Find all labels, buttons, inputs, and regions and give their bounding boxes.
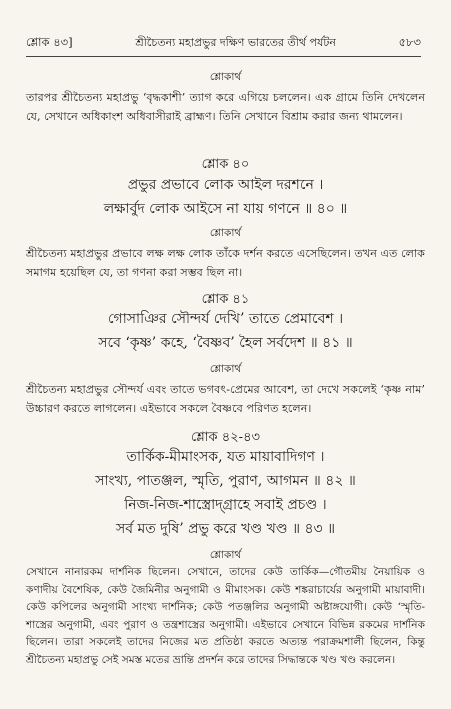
translation-label: শ্লোকার্থ (209, 363, 242, 375)
verse-line: সর্ব মত দুষি’ প্রভু করে খণ্ড খণ্ড ॥ ৪৩ ॥ (115, 521, 336, 537)
translation-paragraph: শ্রীচৈতন্য মহাপ্রভুর সৌন্দর্য এবং তাতে ভগবৎ-প্রেমের আবেশ, তা দেখে সকলেই ‘কৃষ্ণ নাম’ উচ্চারণ করতে লাগলেন। এইভাবে সকলে বৈষ্ণবে পরিণত হলেন। (26, 383, 425, 415)
verse-line: লক্ষার্বুদ লোক আইসে না যায় গণনে ॥ ৪০ ॥ (103, 201, 348, 217)
verse-heading: শ্লোক ৪১ (201, 292, 250, 307)
header-chapter-title: শ্রীচৈতন্য মহাপ্রভুর দক্ষিণ ভারতের তীর্থ পর্যটন (135, 36, 336, 49)
verse-line: প্রভুর প্রভাবে লোক আইল দরশনে । (127, 177, 324, 193)
header-verse-ref: শ্লোক ৪৩] (26, 35, 73, 49)
translation-label: শ্লোকার্থ (209, 549, 242, 561)
verse-heading: শ্লোক ৪২-৪৩ (191, 430, 260, 445)
running-header (26, 34, 421, 57)
translation-label: শ্লোকার্থ (209, 71, 242, 83)
page-number: ৫৮৩ (398, 35, 421, 49)
verse-line: নিজ-নিজ-শাস্ত্রোদ্গ্রাহে সবাই প্রচণ্ড । (124, 497, 327, 513)
verse-line: সবে ‘কৃষ্ণ’ কহে, ‘বৈষ্ণব’ হৈল সর্বদেশ ॥ ৪১ ॥ (98, 335, 353, 351)
translation-paragraph: সেখানে নানারকম দার্শনিক ছিলেন। সেখানে, তাদের কেউ তার্কিক—গৌতমীয় নৈয়ায়িক ও কণাদীয় বৈশেষিক, কেউ জৈমিনীর অনুগামী ও মীমাংসক। কেউ শঙ্করাচার্যের অনুগামী মায়াবাদী। কেউ কপিলের অনুগামী সাংখ্য দার্শনিক; কেউ পতঞ্জলির অনুগামী অষ্টাঙ্গযোগী। কেউ ‘স্মৃতি-শাস্ত্রের অনুগামী, এবং পুরাণ ও তন্ত্রশাস্ত্রের অনুগামী। এইভাবে সেখানে বিভিন্ন রকমের দার্শনিক ছিলেন। তারা সকলেই তাদের নিজের মত প্রতিষ্ঠা করতে অত্যন্ত পরাক্রমশালী ছিলেন, কিন্তু শ্রীচৈতন্য মহাপ্রভু সেই সমস্ত মতের ভ্রান্তি প্রদর্শন করে তাদের সিদ্ধান্তকে খণ্ড খণ্ড করলেন। (26, 566, 425, 666)
verse-line: তার্কিক-মীমাংসক, যত মায়াবাদিগণ । (126, 449, 325, 465)
translation-paragraph: তারপর শ্রীচৈতন্য মহাপ্রভু ‘বৃদ্ধকাশী’ ত্যাগ করে এগিয়ে চললেন। এক গ্রামে তিনি দেখলেন যে, সেখানে অধিকাংশ অধিবাসীরাই ব্রাহ্মণ। তিনি সেখানে বিশ্রাম করার জন্য থামলেন। (26, 91, 425, 123)
translation-paragraph: শ্রীচৈতন্য মহাপ্রভুর প্রভাবে লক্ষ লক্ষ লোক তাঁকে দর্শন করতে এসেছিলেন। তখন এত লোক সমাগম হয়েছিল যে, তা গণনা করা সম্ভব ছিল না। (26, 247, 425, 279)
verse-heading: শ্লোক ৪০ (201, 157, 250, 172)
translation-label: শ্লোকার্থ (209, 227, 242, 239)
verse-line: সাংখ্য, পাতঞ্জল, স্মৃতি, পুরাণ, আগমন ॥ ৪২ ॥ (95, 473, 356, 489)
verse-line: গোসাঞির সৌন্দর্য দেখি’ তাতে প্রেমাবেশ । (107, 311, 344, 327)
